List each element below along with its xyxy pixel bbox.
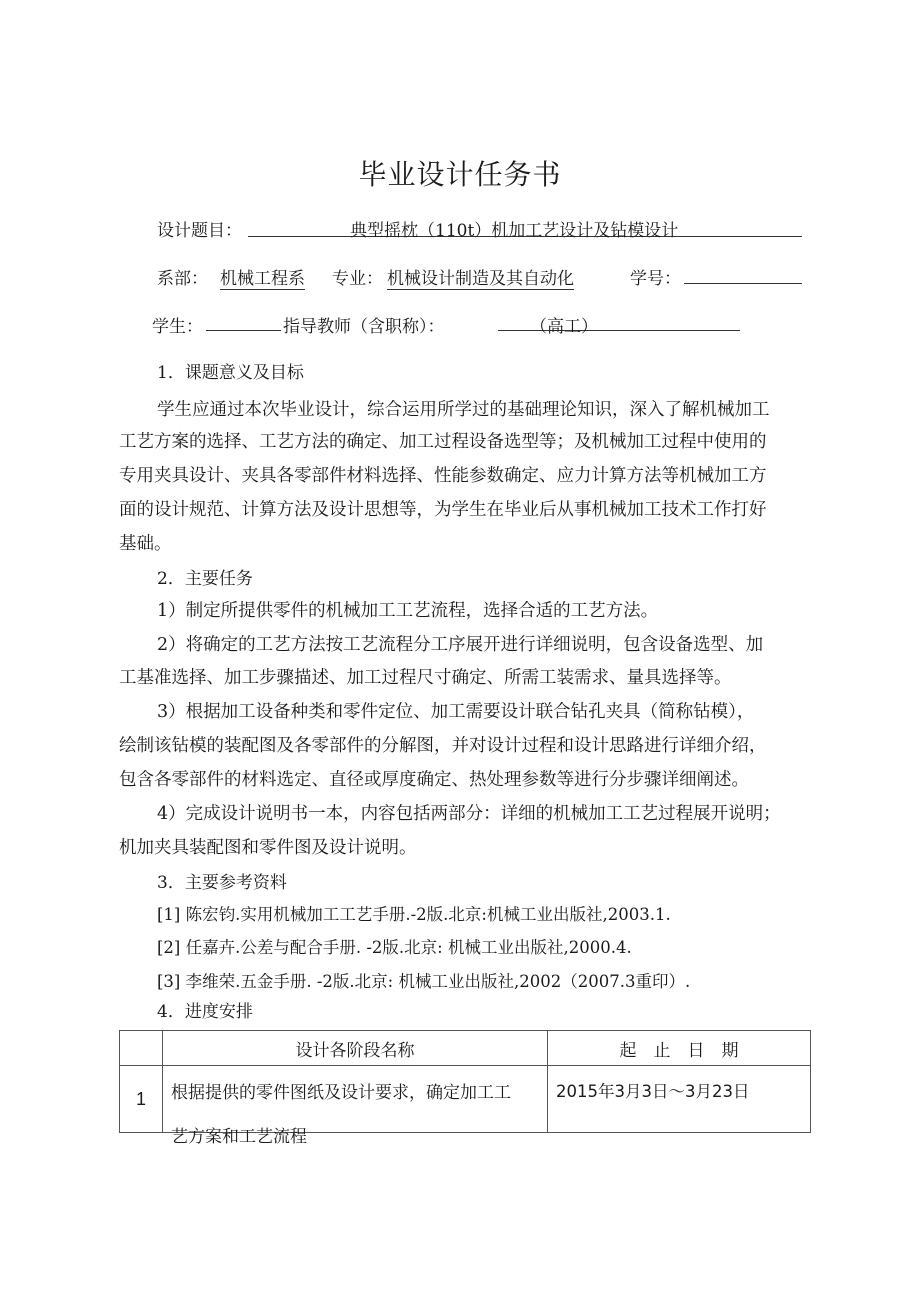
s1-line: 学生应通过本次毕业设计，综合运用所学过的基础理论知识，深入了解机械加工 bbox=[157, 400, 770, 420]
header-number-cell bbox=[120, 1031, 163, 1066]
section-2-heading: 2．主要任务 bbox=[157, 569, 253, 589]
s2-line: 机加夹具装配图和零件图及设计说明。 bbox=[119, 838, 417, 858]
s2-line: 3）根据加工设备种类和零件定位、加工需要设计联合钻孔夹具（简称钻模）， bbox=[157, 702, 755, 722]
student-blank bbox=[206, 330, 281, 331]
row-stage-line: 艺方案和工艺流程 bbox=[171, 1127, 307, 1147]
section-1-heading: 1．课题意义及目标 bbox=[157, 363, 304, 383]
s1-line: 面的设计规范、计算方法及设计思想等，为学生在毕业后从事机械加工技术工作打好 bbox=[119, 500, 767, 520]
s2-line: 绘制该钻模的装配图及各零部件的分解图，并对设计过程和设计思路进行详细介绍， bbox=[119, 736, 767, 756]
topic-value: 典型摇枕（110t）机加工艺设计及钻模设计 bbox=[350, 221, 679, 241]
advisor-label: 指导教师（含职称）： bbox=[283, 317, 445, 337]
student-label: 学生： bbox=[152, 317, 203, 337]
header-stage-cell: 设计各阶段名称 bbox=[163, 1031, 548, 1066]
section-4-heading: 4．进度安排 bbox=[157, 1002, 253, 1022]
major-label: 专业： bbox=[332, 269, 383, 289]
reference-item: [3] 李维荣.五金手册. -2版.北京: 机械工业出版社,2002（2007.3重印）. bbox=[157, 972, 691, 991]
s2-line: 1）制定所提供零件的机械加工工艺流程，选择合适的工艺方法。 bbox=[157, 601, 659, 621]
reference-item: [2] 任嘉卉.公差与配合手册. -2版.北京: 机械工业出版社,2000.4. bbox=[157, 938, 632, 957]
page-title: 毕业设计任务书 bbox=[358, 158, 562, 191]
row-stage-line: 根据提供的零件图纸及设计要求，确定加工工 bbox=[171, 1083, 511, 1103]
section-3-heading: 3．主要参考资料 bbox=[157, 873, 287, 893]
row-stage-cell bbox=[163, 1066, 548, 1147]
header-date-cell: 起 止 日 期 bbox=[548, 1031, 811, 1066]
major-value: 机械设计制造及其自动化 bbox=[387, 264, 574, 290]
s2-line: 工基准选择、加工步骤描述、加工过程尺寸确定、所需工装需求、量具选择等。 bbox=[119, 668, 732, 688]
table-row bbox=[120, 1066, 811, 1133]
s2-line: 2）将确定的工艺方法按工艺流程分工序展开进行详细说明，包含设备选型、加 bbox=[157, 635, 764, 655]
reference-item: [1] 陈宏钧.实用机械加工工艺手册.-2版.北京:机械工业出版社,2003.1. bbox=[157, 905, 671, 924]
row-date-cell: 2015年3月3日～3月23日 bbox=[548, 1066, 811, 1133]
s1-line: 基础。 bbox=[119, 534, 172, 554]
topic-label: 设计题目： bbox=[157, 221, 242, 241]
student-id-blank bbox=[684, 283, 802, 284]
s2-line: 包含各零部件的材料选定、直径或厚度确定、热处理参数等进行分步骤详细阐述。 bbox=[119, 770, 749, 790]
dept-label: 系部： bbox=[157, 269, 208, 289]
advisor-title: （高工） bbox=[530, 317, 598, 337]
schedule-table bbox=[119, 1030, 811, 1147]
row-number: 1 bbox=[120, 1066, 163, 1133]
dept-value: 机械工程系 bbox=[220, 264, 305, 290]
table-header-row bbox=[120, 1031, 811, 1066]
s1-line: 专用夹具设计、夹具各零部件材料选择、性能参数确定、应力计算方法等机械加工方 bbox=[119, 466, 767, 486]
s2-line: 4）完成设计说明书一本，内容包括两部分：详细的机械加工工艺过程展开说明； bbox=[157, 804, 781, 824]
student-id-label: 学号： bbox=[630, 269, 681, 289]
s1-line: 工艺方案的选择、工艺方法的确定、加工过程设备选型等；及机械加工过程中使用的 bbox=[119, 432, 767, 452]
